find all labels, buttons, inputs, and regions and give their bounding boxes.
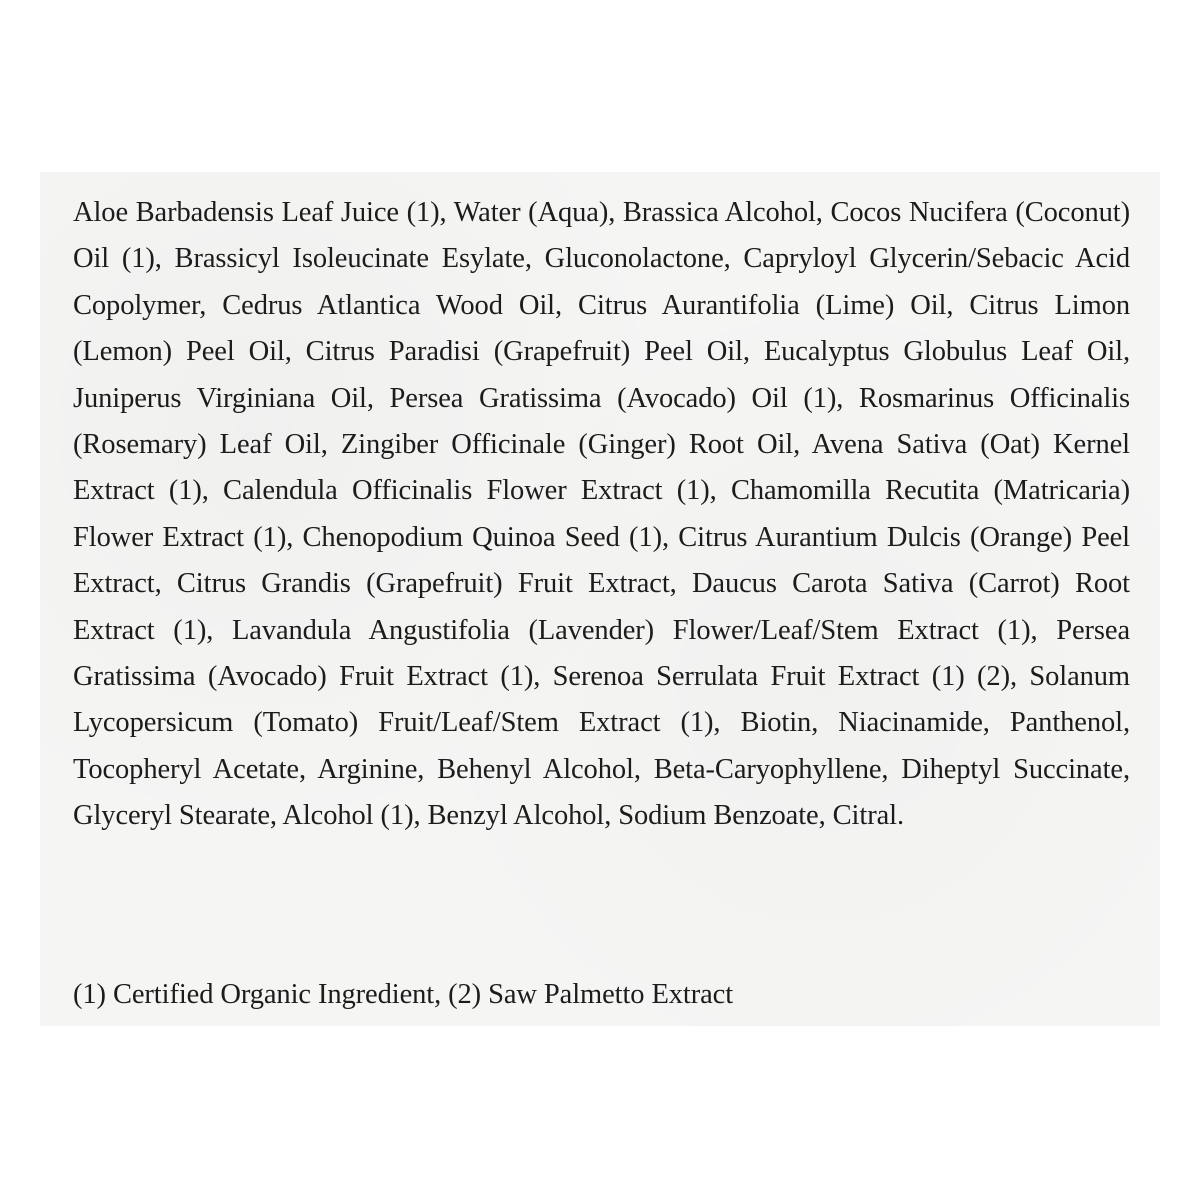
footnote: (1) Certified Organic Ingredient, (2) Saw Palmetto Extract xyxy=(73,979,734,1010)
ingredients-list: Aloe Barbadensis Leaf Juice (1), Water (Aqua), Brassica Alcohol, Cocos Nucifera (Coconut) Oil (1), Brassicyl Isoleucinate Esylate, Gluconolactone, Capryloyl Glycerin/Sebacic Acid Copolymer, Cedrus Atlantica Wood Oil, Citrus Aurantifolia (Lime) Oil, Citrus Limon (Lemon) Peel Oil, Citrus Paradisi (Grapefruit) Peel Oil, Eucalyptus Globulus Leaf Oil, Juniperus Virginiana Oil, Persea Gratissima (Avocado) Oil (1), Rosmarinus Officinalis (Rosemary) Leaf Oil, Zingiber Officinale (Ginger) Root Oil, Avena Sativa (Oat) Kernel Extract (1), Calendula Officinalis Flower Extract (1), Chamomilla Recutita (Matricaria) Flower Extract (1), Chenopodium Quinoa Seed (1), Citrus Aurantium Dulcis (Orange) Peel Extract, Citrus Grandis (Grapefruit) Fruit Extract, Daucus Carota Sativa (Carrot) Root Extract (1), Lavandula Angustifolia (Lavender) Flower/Leaf/Stem Extract (1), Persea Gratissima (Avocado) Fruit Extract (1), Serenoa Serrulata Fruit Extract (1) (2), Solanum Lycopersicum (Tomato) Fruit/Leaf/Stem Extract (1), Biotin, Niacinamide, Panthenol, Tocopheryl Acetate, Arginine, Behenyl Alcohol, Beta-Caryophyllene, Diheptyl Succinate, Glyceryl Stearate, Alcohol (1), Benzyl Alcohol, Sodium Benzoate, Citral. xyxy=(73,197,1130,832)
ingredients-card xyxy=(40,172,1160,1026)
